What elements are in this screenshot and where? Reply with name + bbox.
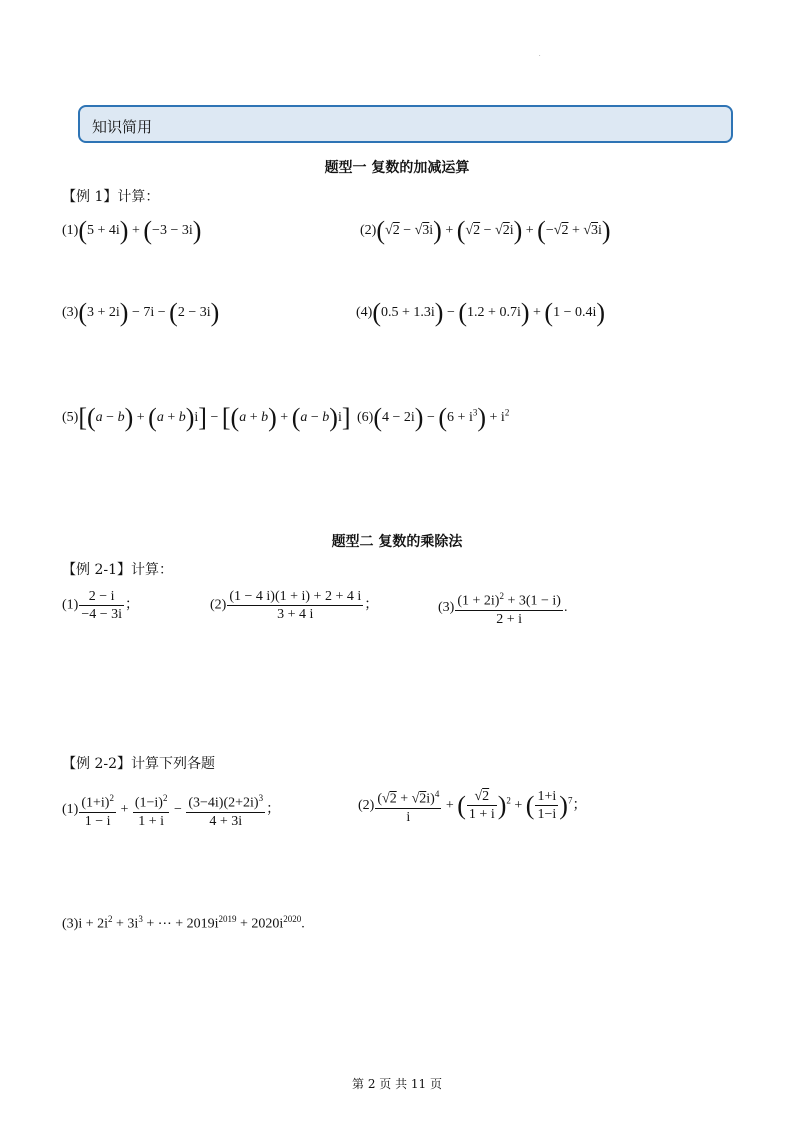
- punct: ；: [266, 802, 281, 818]
- numerator: (1 − 4 i)(1 + i) + 2 + 4 i: [229, 589, 362, 604]
- fraction: [79, 588, 124, 623]
- punct: .: [563, 600, 568, 616]
- denominator: 1 + i: [468, 807, 495, 823]
- punct: ；: [125, 597, 140, 613]
- problem-2-2-1: [62, 790, 280, 830]
- problem-1-5: (5)[(a − b) + (a + b)i] − [(a + b) + (a − b)i]: [62, 403, 351, 432]
- page-footer: 第 2 页 共 11 页: [352, 1077, 442, 1091]
- numerator: $(√2 + √2i)^4$: [375, 786, 441, 809]
- problem-1-6: $(6)(4 - 2i) - (6 + i^3) + i^2$: [357, 403, 510, 432]
- fraction-1: [79, 790, 116, 830]
- numerator: $(1 + 2i)^2 + 3(1 - i)$: [455, 588, 563, 611]
- problem-1-2: (2)(√2 − √3i) + (√2 − √2i) + (−√2 + √3i): [360, 216, 611, 245]
- prefix: (3): [438, 600, 455, 616]
- prefix: (2): [358, 798, 375, 814]
- problem-2-1-1: [62, 588, 139, 623]
- type1-heading: 题型一 复数的加减运算: [324, 160, 470, 176]
- fraction: [227, 588, 363, 623]
- example1-label: 【例 1】计算：: [62, 189, 160, 205]
- fraction: [455, 588, 563, 628]
- numerator: $(1+i)^2$: [79, 790, 116, 813]
- problem-1-1: (1)(5 + 4i) + (−3 − 3i): [62, 216, 202, 245]
- denominator: 4 + 3i: [209, 813, 243, 829]
- denominator: 3 + 4 i: [277, 607, 314, 622]
- numerator: √2: [467, 788, 497, 806]
- denominator: 1 + i: [138, 813, 165, 829]
- punct: .: [301, 916, 305, 932]
- fraction-2: [133, 790, 170, 830]
- denominator: 2 + i: [496, 611, 523, 627]
- prefix: (3): [62, 916, 79, 932]
- operator: +: [514, 798, 523, 814]
- example2-2-label: 【例 2-2】计算下列各题: [62, 756, 215, 772]
- denominator: 1−i: [537, 807, 557, 823]
- fraction-2: [467, 788, 497, 823]
- problem-2-2-2: (2) $\frac{(√2 + √2i)^4}{i}$ + ( $\frac{√2}{1 + i}$ )$^2$ + ( $\frac{1+i}{1-i}$ )$^7$；: [358, 786, 586, 826]
- type2-heading: 题型二 复数的乘除法: [331, 534, 463, 550]
- prefix: (1): [62, 802, 79, 818]
- denominator: −4 − 3i: [81, 607, 123, 622]
- punct: ；: [364, 597, 379, 613]
- problem-2-2-3: $(3)i + 2i^2 + 3i^3$ + ⋯ + $2019i^{2019} + 2020i^{2020}$.: [62, 914, 305, 932]
- section-banner: [78, 105, 733, 143]
- problem-1-3: (3)(3 + 2i) − 7i − (2 − 3i): [62, 298, 220, 327]
- punct: ；: [572, 798, 587, 814]
- numerator: $(3-4i)(2+2i)^3$: [186, 790, 265, 813]
- section-title: 知识简用: [92, 118, 153, 136]
- operator: +: [445, 798, 454, 814]
- numerator: 2 − i: [79, 588, 124, 606]
- denominator: i: [406, 809, 411, 825]
- header-dot: .: [539, 52, 541, 58]
- prefix: (2): [210, 597, 227, 613]
- fraction-1: [375, 786, 441, 826]
- numerator: 1+i: [537, 789, 557, 805]
- problem-2-1-2: [210, 588, 378, 623]
- problem-1-4: (4)(0.5 + 1.3i) − (1.2 + 0.7i) + (1 − 0.4i): [356, 298, 606, 327]
- denominator: 1 − i: [84, 813, 111, 829]
- numerator: $(1-i)^2$: [133, 790, 170, 813]
- example2-1-label: 【例 2-1】计算：: [62, 562, 173, 578]
- problem-2-1-3: [438, 588, 567, 628]
- fraction-3: [186, 790, 265, 830]
- operator: −: [173, 802, 182, 818]
- operator: +: [120, 802, 129, 818]
- prefix: (1): [62, 597, 79, 613]
- fraction-3: [535, 788, 558, 823]
